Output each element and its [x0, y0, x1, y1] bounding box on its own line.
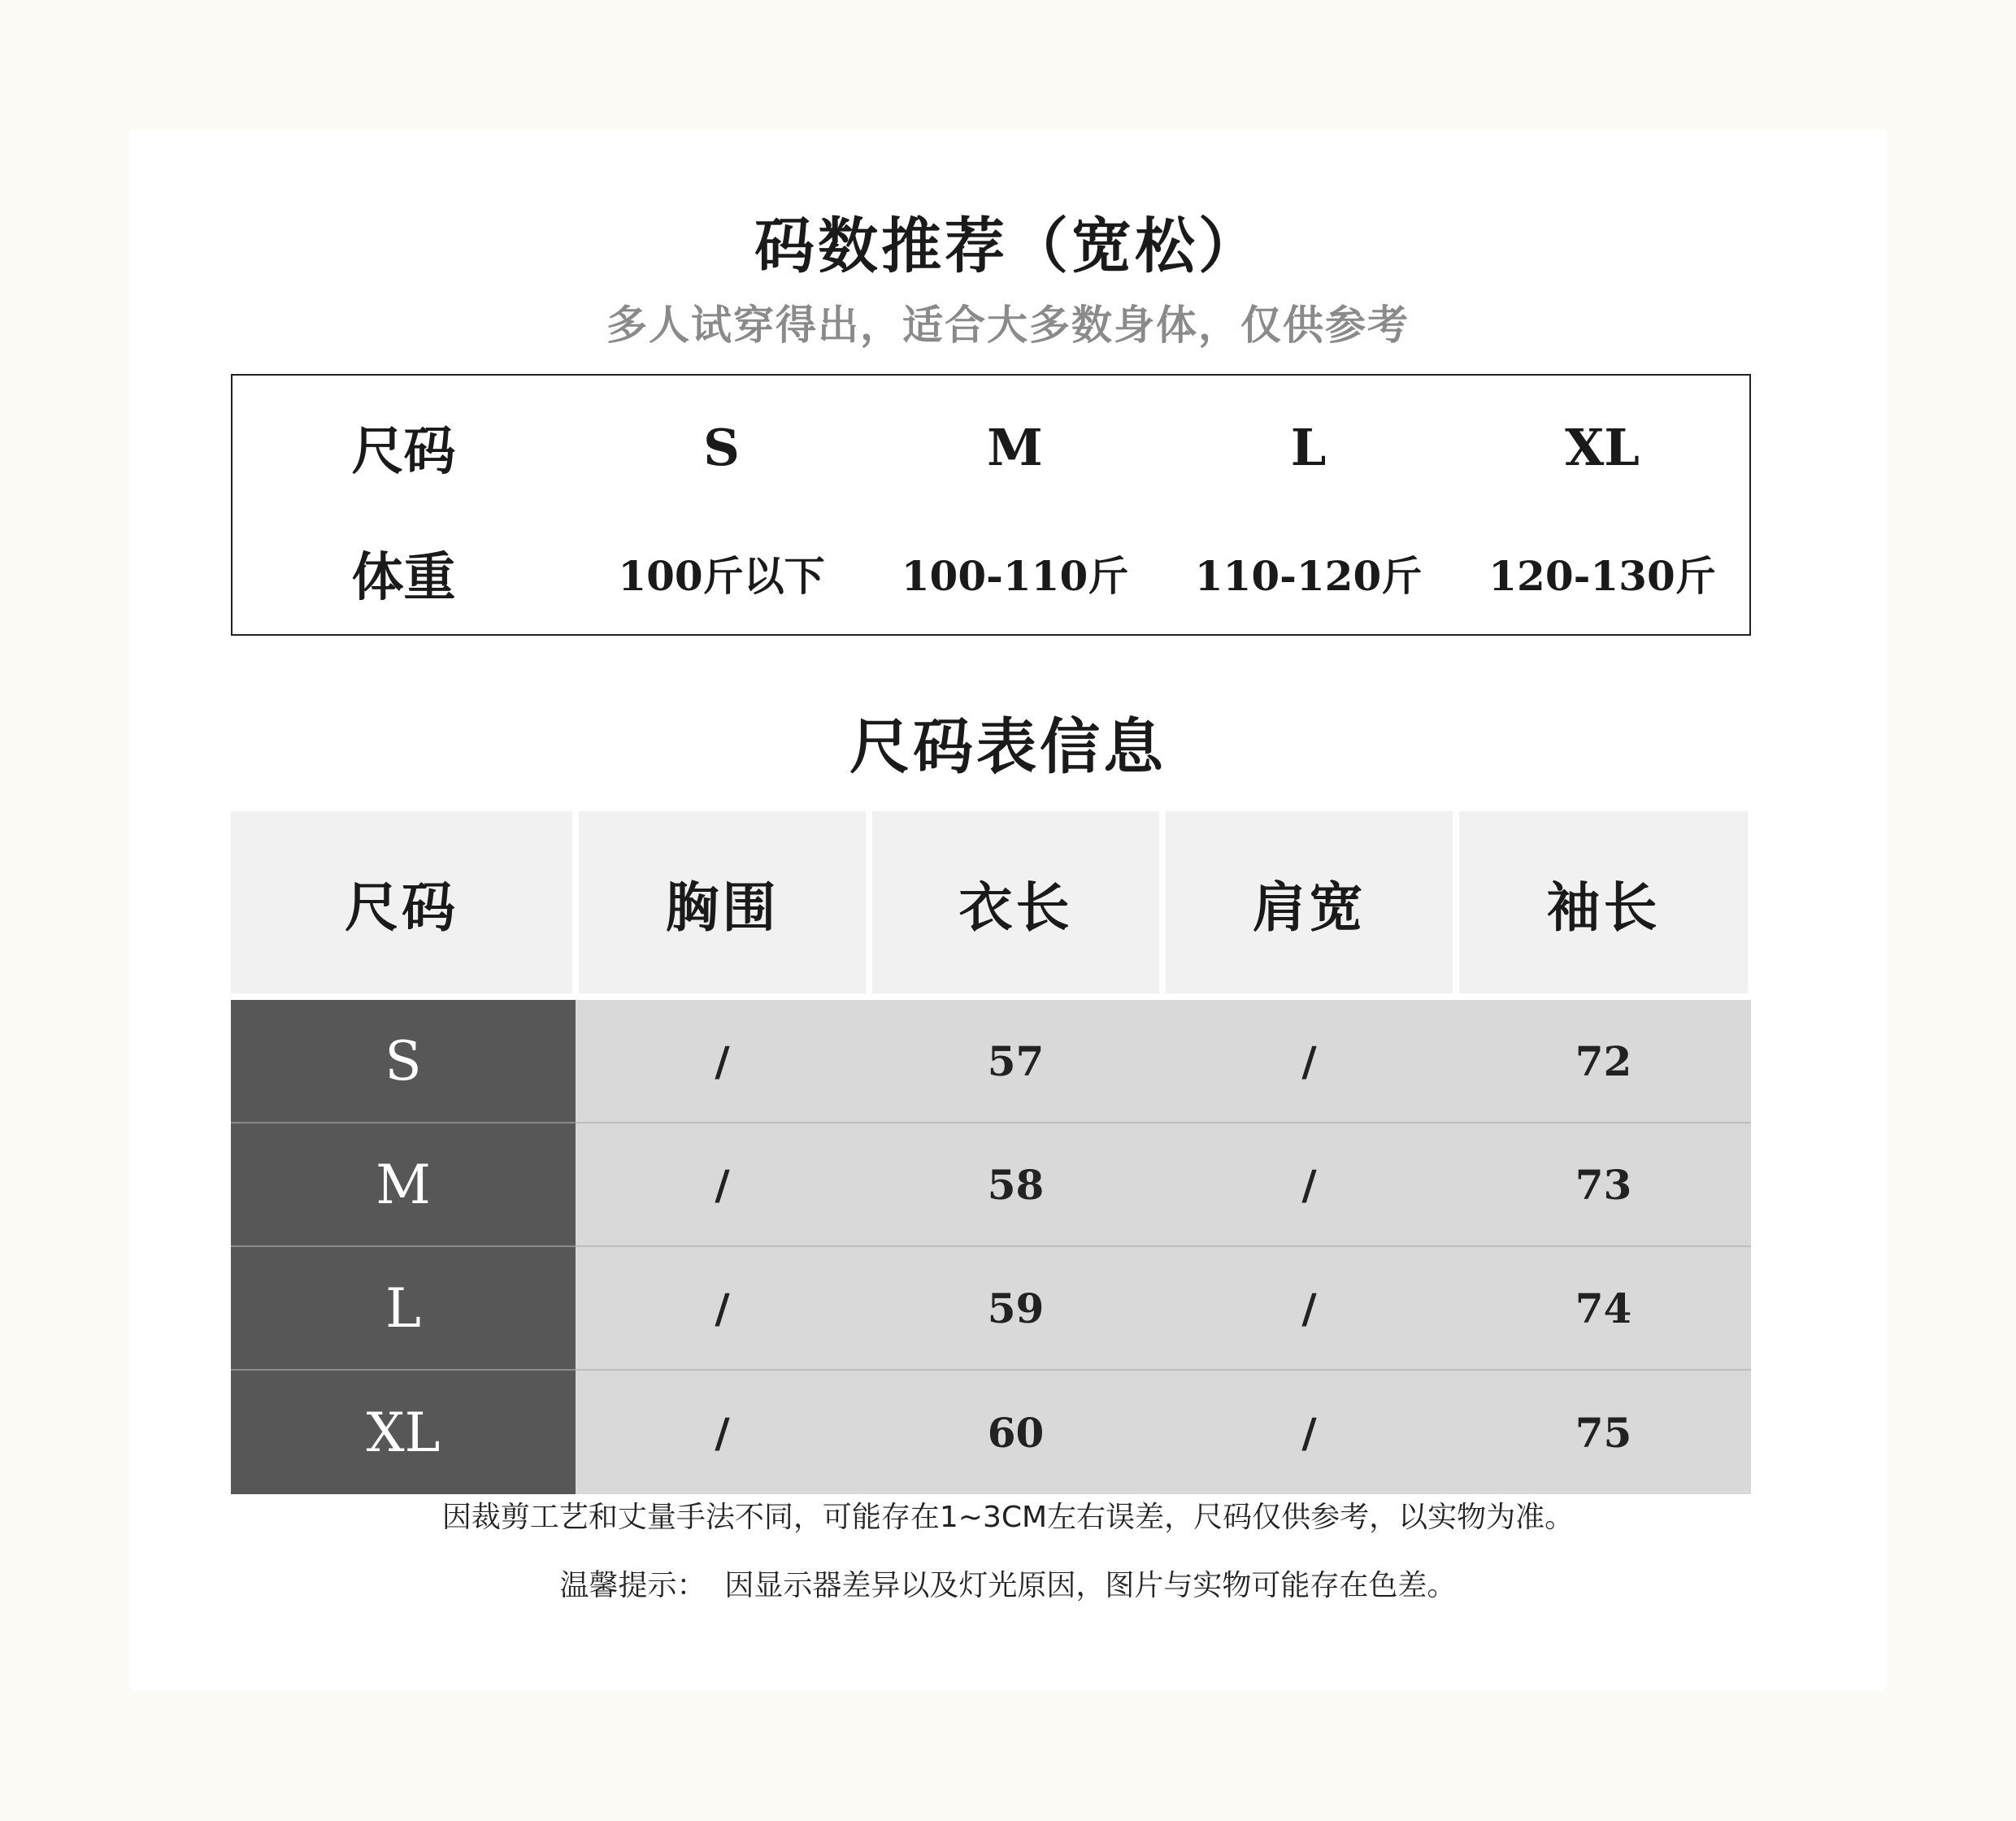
- size-l: L: [1290, 417, 1327, 477]
- size-label: 尺码: [351, 421, 456, 482]
- table-row: [231, 1247, 1751, 1371]
- header-shoulder: 肩宽: [1166, 811, 1453, 993]
- table-row: [231, 1123, 1751, 1247]
- size-s: S: [703, 417, 740, 477]
- cell-sleeve: 73: [1456, 1123, 1751, 1245]
- weight-s: 100斤以下: [618, 552, 825, 600]
- table-header: [231, 811, 1751, 993]
- size-chart-table: [231, 811, 1751, 1494]
- recommend-subtitle: 多人试穿得出，适合大多数身体，仅供参考: [606, 301, 1410, 349]
- table-row: [231, 1000, 1751, 1123]
- measurement-note: 因裁剪工艺和丈量手法不同，可能存在1~3CM左右误差，尺码仅供参考，以实物为准。: [441, 1501, 1575, 1534]
- table-body: [231, 1000, 1751, 1494]
- cell-shoulder: /: [1162, 1000, 1456, 1122]
- header-size: 尺码: [231, 811, 572, 993]
- recommend-title: 码数推荐（宽松）: [754, 211, 1262, 281]
- cell-length: 60: [869, 1371, 1162, 1494]
- cell-shoulder: /: [1162, 1371, 1456, 1494]
- size-row: [232, 390, 1749, 504]
- color-note: 温馨提示： 因显示器差异以及灯光原因，图片与实物可能存在色差。: [559, 1569, 1457, 1602]
- cell-chest: /: [576, 1000, 869, 1122]
- row-size: XL: [231, 1371, 576, 1494]
- header-sleeve: 袖长: [1459, 811, 1748, 993]
- cell-shoulder: /: [1162, 1123, 1456, 1245]
- size-xl: XL: [1565, 417, 1640, 477]
- cell-chest: /: [576, 1371, 869, 1494]
- cell-length: 57: [869, 1000, 1162, 1122]
- cell-shoulder: /: [1162, 1247, 1456, 1369]
- weight-xl: 120-130斤: [1488, 552, 1716, 600]
- row-size: M: [231, 1123, 576, 1247]
- cell-length: 59: [869, 1247, 1162, 1369]
- cell-length: 58: [869, 1123, 1162, 1245]
- table-row: [231, 1371, 1751, 1494]
- row-size: L: [231, 1247, 576, 1371]
- cell-chest: /: [576, 1247, 869, 1369]
- size-chart-title: 尺码表信息: [849, 712, 1167, 782]
- size-guide-card: [130, 130, 1886, 1691]
- cell-sleeve: 74: [1456, 1247, 1751, 1369]
- weight-label: 体重: [351, 547, 456, 608]
- weight-row: [232, 512, 1749, 634]
- header-chest: 胸围: [579, 811, 866, 993]
- cell-chest: /: [576, 1123, 869, 1245]
- row-size: S: [231, 1000, 576, 1123]
- size-m: M: [987, 417, 1043, 477]
- weight-l: 110-120斤: [1194, 552, 1423, 600]
- header-length: 衣长: [872, 811, 1159, 993]
- cell-sleeve: 75: [1456, 1371, 1751, 1494]
- weight-m: 100-110斤: [901, 552, 1129, 600]
- size-recommendation-table: [231, 374, 1751, 636]
- cell-sleeve: 72: [1456, 1000, 1751, 1122]
